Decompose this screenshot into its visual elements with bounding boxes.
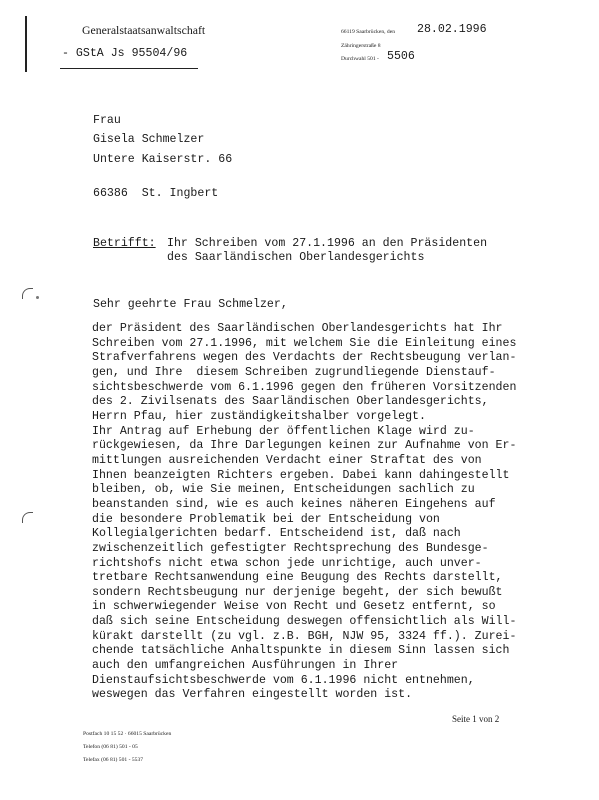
subject-line-2: des Saarländischen Oberlandesgerichts [167,251,425,264]
body-line: Strafverfahrens wegen des Verdachts der Rechtsbeugung verlan- [92,351,517,365]
file-reference: - GStA Js 95504/96 [62,47,188,60]
extension-number: 5506 [387,50,415,63]
greeting: Sehr geehrte Frau Schmelzer, [93,298,288,311]
city-date-prefix: 66119 Saarbrücken, den [341,29,396,35]
footer-fax: Telefax (06 81) 501 - 5537 [83,757,144,763]
street-address: Zähringerstraße 8 [341,43,381,49]
body-line: mittlungen ausreichenden Verdacht einer Straftat des von [92,453,482,467]
body-line: weswegen das Verfahren eingestellt worden ist. [92,688,413,702]
body-line: chende tatsächliche Anhaltspunkte in diesem Sinn lassen sich [92,644,510,658]
body-line: kürakt darstellt (zu vgl. z.B. BGH, NJW 95, 3324 ff.). Zurei- [92,629,517,643]
body-line: gen, und Ihre diesem Schreiben zugrundliegende Dienstauf- [92,365,496,379]
body-line: beanstanden sind, wie es auch keines näheren Eingehens auf [92,497,496,511]
body-line: Kollegialgerichten bedarf. Entscheidend ist, daß nach [92,527,461,541]
body-line: richtshofs nicht etwa schon jede unrichtige, auch unver- [92,556,482,570]
body-line: Ihnen beanzeigten Richters ergeben. Dabei kann dahingestellt [92,468,510,482]
body-line: rückgewiesen, da Ihre Darlegungen keinen zur Aufnahme von Er- [92,439,517,453]
margin-hole-mark-lower [22,512,33,523]
body-line: daß sich seine Entscheidung deswegen offensichtlich als Will- [92,615,517,629]
body-line: sondern Rechtsbeugung nur derjenige begeht, der sich bewußt [92,585,503,599]
body-line: die besondere Problematik bei der Entscheidung von [92,512,440,526]
reference-underline [60,68,198,69]
body-line: Schreiben vom 27.1.1996, mit welchem Sie die Einleitung eines [92,336,517,350]
authority-name: Generalstaatsanwaltschaft [82,23,206,37]
body-line: sichtsbeschwerde vom 6.1.1996 gegen den früheren Vorsitzenden [92,380,517,394]
recipient-city: 66386 St. Ingbert [93,187,219,200]
footer-phone: Telefon (06 81) 501 - 05 [83,744,138,750]
body-line: Ihr Antrag auf Erhebung der öffentlichen Klage wird zu- [92,424,475,438]
recipient-name: Gisela Schmelzer [93,133,205,146]
margin-dot-upper [36,296,39,299]
body-line: bleiben, ob, wie Sie meinen, Entscheidungen sachlich zu [92,483,475,497]
letter-body [92,322,532,703]
subject-line-1: Ihr Schreiben vom 27.1.1996 an den Präsidenten [167,237,488,250]
margin-hole-mark-upper [22,288,33,299]
recipient-street: Untere Kaiserstr. 66 [93,153,233,166]
body-line: auch den umfangreichen Ausführungen in Ihrer [92,659,399,673]
margin-bar [25,16,27,72]
subject-label: Betrifft: [93,237,156,250]
extension-prefix: Durchwahl 501 - [341,56,379,62]
footer-postbox: Postfach 10 15 52 · 66015 Saarbrücken [83,731,172,737]
body-line: zwischenzeitlich gefestigter Rechtsprechung des Bundesge- [92,541,489,555]
body-line: des 2. Zivilsenats des Saarländischen Oberlandesgerichts, [92,395,489,409]
body-line: der Präsident des Saarländischen Oberlandesgerichts hat Ihr [92,322,503,335]
body-line: tretbare Rechtsanwendung eine Beugung des Rechts darstellt, [92,571,503,585]
body-line: Dienstaufsichtsbeschwerde vom 6.1.1996 nicht entnehmen, [92,673,475,687]
body-line: Herrn Pfau, hier zuständigkeitshalber vorgelegt. [92,409,426,423]
recipient-salutation: Frau [93,114,121,127]
body-line: in schwerwiegender Weise von Recht und Gesetz entfernt, so [92,600,496,614]
page-number: Seite 1 von 2 [452,714,500,724]
letter-date: 28.02.1996 [417,23,487,36]
